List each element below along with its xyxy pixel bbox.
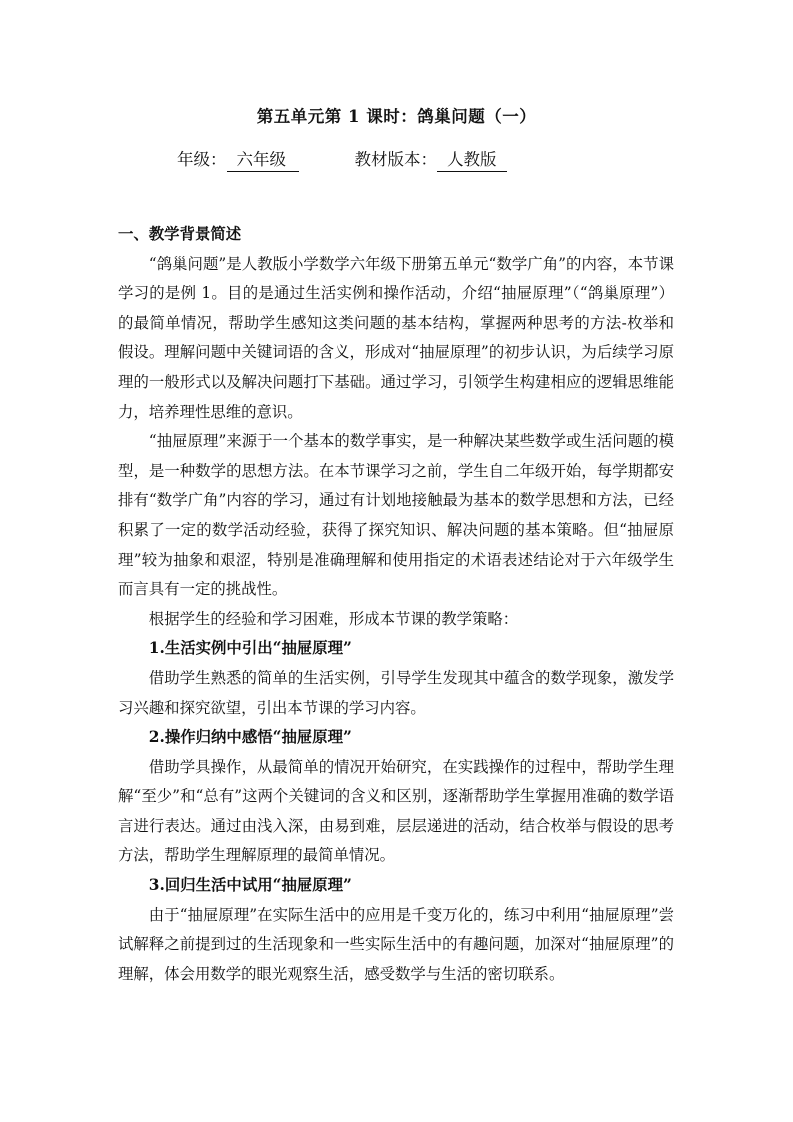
paragraph-principle-origin: “抽屉原理”来源于一个基本的数学事实，是一种解决某些数学或生活问题的模型，是一种数学的思想方法。在本节课学习之前，学生自二年级开始，每学期都安排有“数学广角”内容的学习，通过有计划地接触最为基本的数学思想和方法，已经积累了一定的数学活动经验，获得了探究知识、解决问题的基本策略。但“抽屉原理”较为抽象和艰涩，特别是准确理解和使用指定的术语表述结论对于六年级学生而言具有一定的挑战性。	[118, 432, 674, 599]
textbook-value: 人教版	[437, 150, 507, 172]
lesson-meta	[177, 146, 507, 172]
grade-value: 六年级	[227, 150, 299, 172]
strategy-2-title: 2.操作归纳中感悟“抽屉原理”	[148, 728, 352, 747]
page-title: 第五单元第 1 课时：鸽巢问题（一）	[256, 107, 537, 126]
strategy-2-text: 借助学具操作，从最简单的情况开始研究，在实践操作的过程中，帮助学生理解“至少”和“总有”这两个关键词的含义和区别，逐渐帮助学生掌握用准确的数学语言进行表达。通过由浅入深，由易到难，层层递进的活动，结合枚举与假设的思考方法，帮助学生理解原理的最简单情况。	[118, 757, 674, 865]
grade-label: 年级：	[177, 150, 227, 169]
paragraph-strategy-lead: 根据学生的经验和学习困难，形成本节课的教学策略：	[148, 609, 519, 628]
strategy-1-text: 借助学生熟悉的简单的生活实例，引导学生发现其中蕴含的数学现象，激发学习兴趣和探究欲望，引出本节课的学习内容。	[118, 668, 674, 717]
section-heading: 一、教学背景简述	[118, 225, 242, 243]
paragraph-intro: “鸽巢问题”是人教版小学数学六年级下册第五单元“数学广角”的内容，本节课学习的是例 1。目的是通过生活实例和操作活动，介绍“抽屉原理”（“鸽巢原理”）的最简单情况，帮助学生感知这类问题的基本结构，掌握两种思考的方法-枚举和假设。理解问题中关键词语的含义，形成对“抽屉原理”的初步认识，为后续学习原理的一般形式以及解决问题打下基础。通过学习，引领学生构建相应的逻辑思维能力，培养理性思维的意识。	[118, 254, 674, 421]
strategy-3-text: 由于“抽屉原理”在实际生活中的应用是千变万化的，练习中利用“抽屉原理”尝试解释之前提到过的生活现象和一些实际生活中的有趣问题，加深对“抽屉原理”的理解，体会用数学的眼光观察生活，感受数学与生活的密切联系。	[118, 905, 674, 983]
strategy-1-title: 1.生活实例中引出“抽屉原理”	[148, 639, 352, 658]
strategy-3-title: 3.回归生活中试用“抽屉原理”	[148, 876, 352, 895]
section-teaching-background	[118, 220, 674, 989]
textbook-label: 教材版本：	[354, 150, 437, 169]
